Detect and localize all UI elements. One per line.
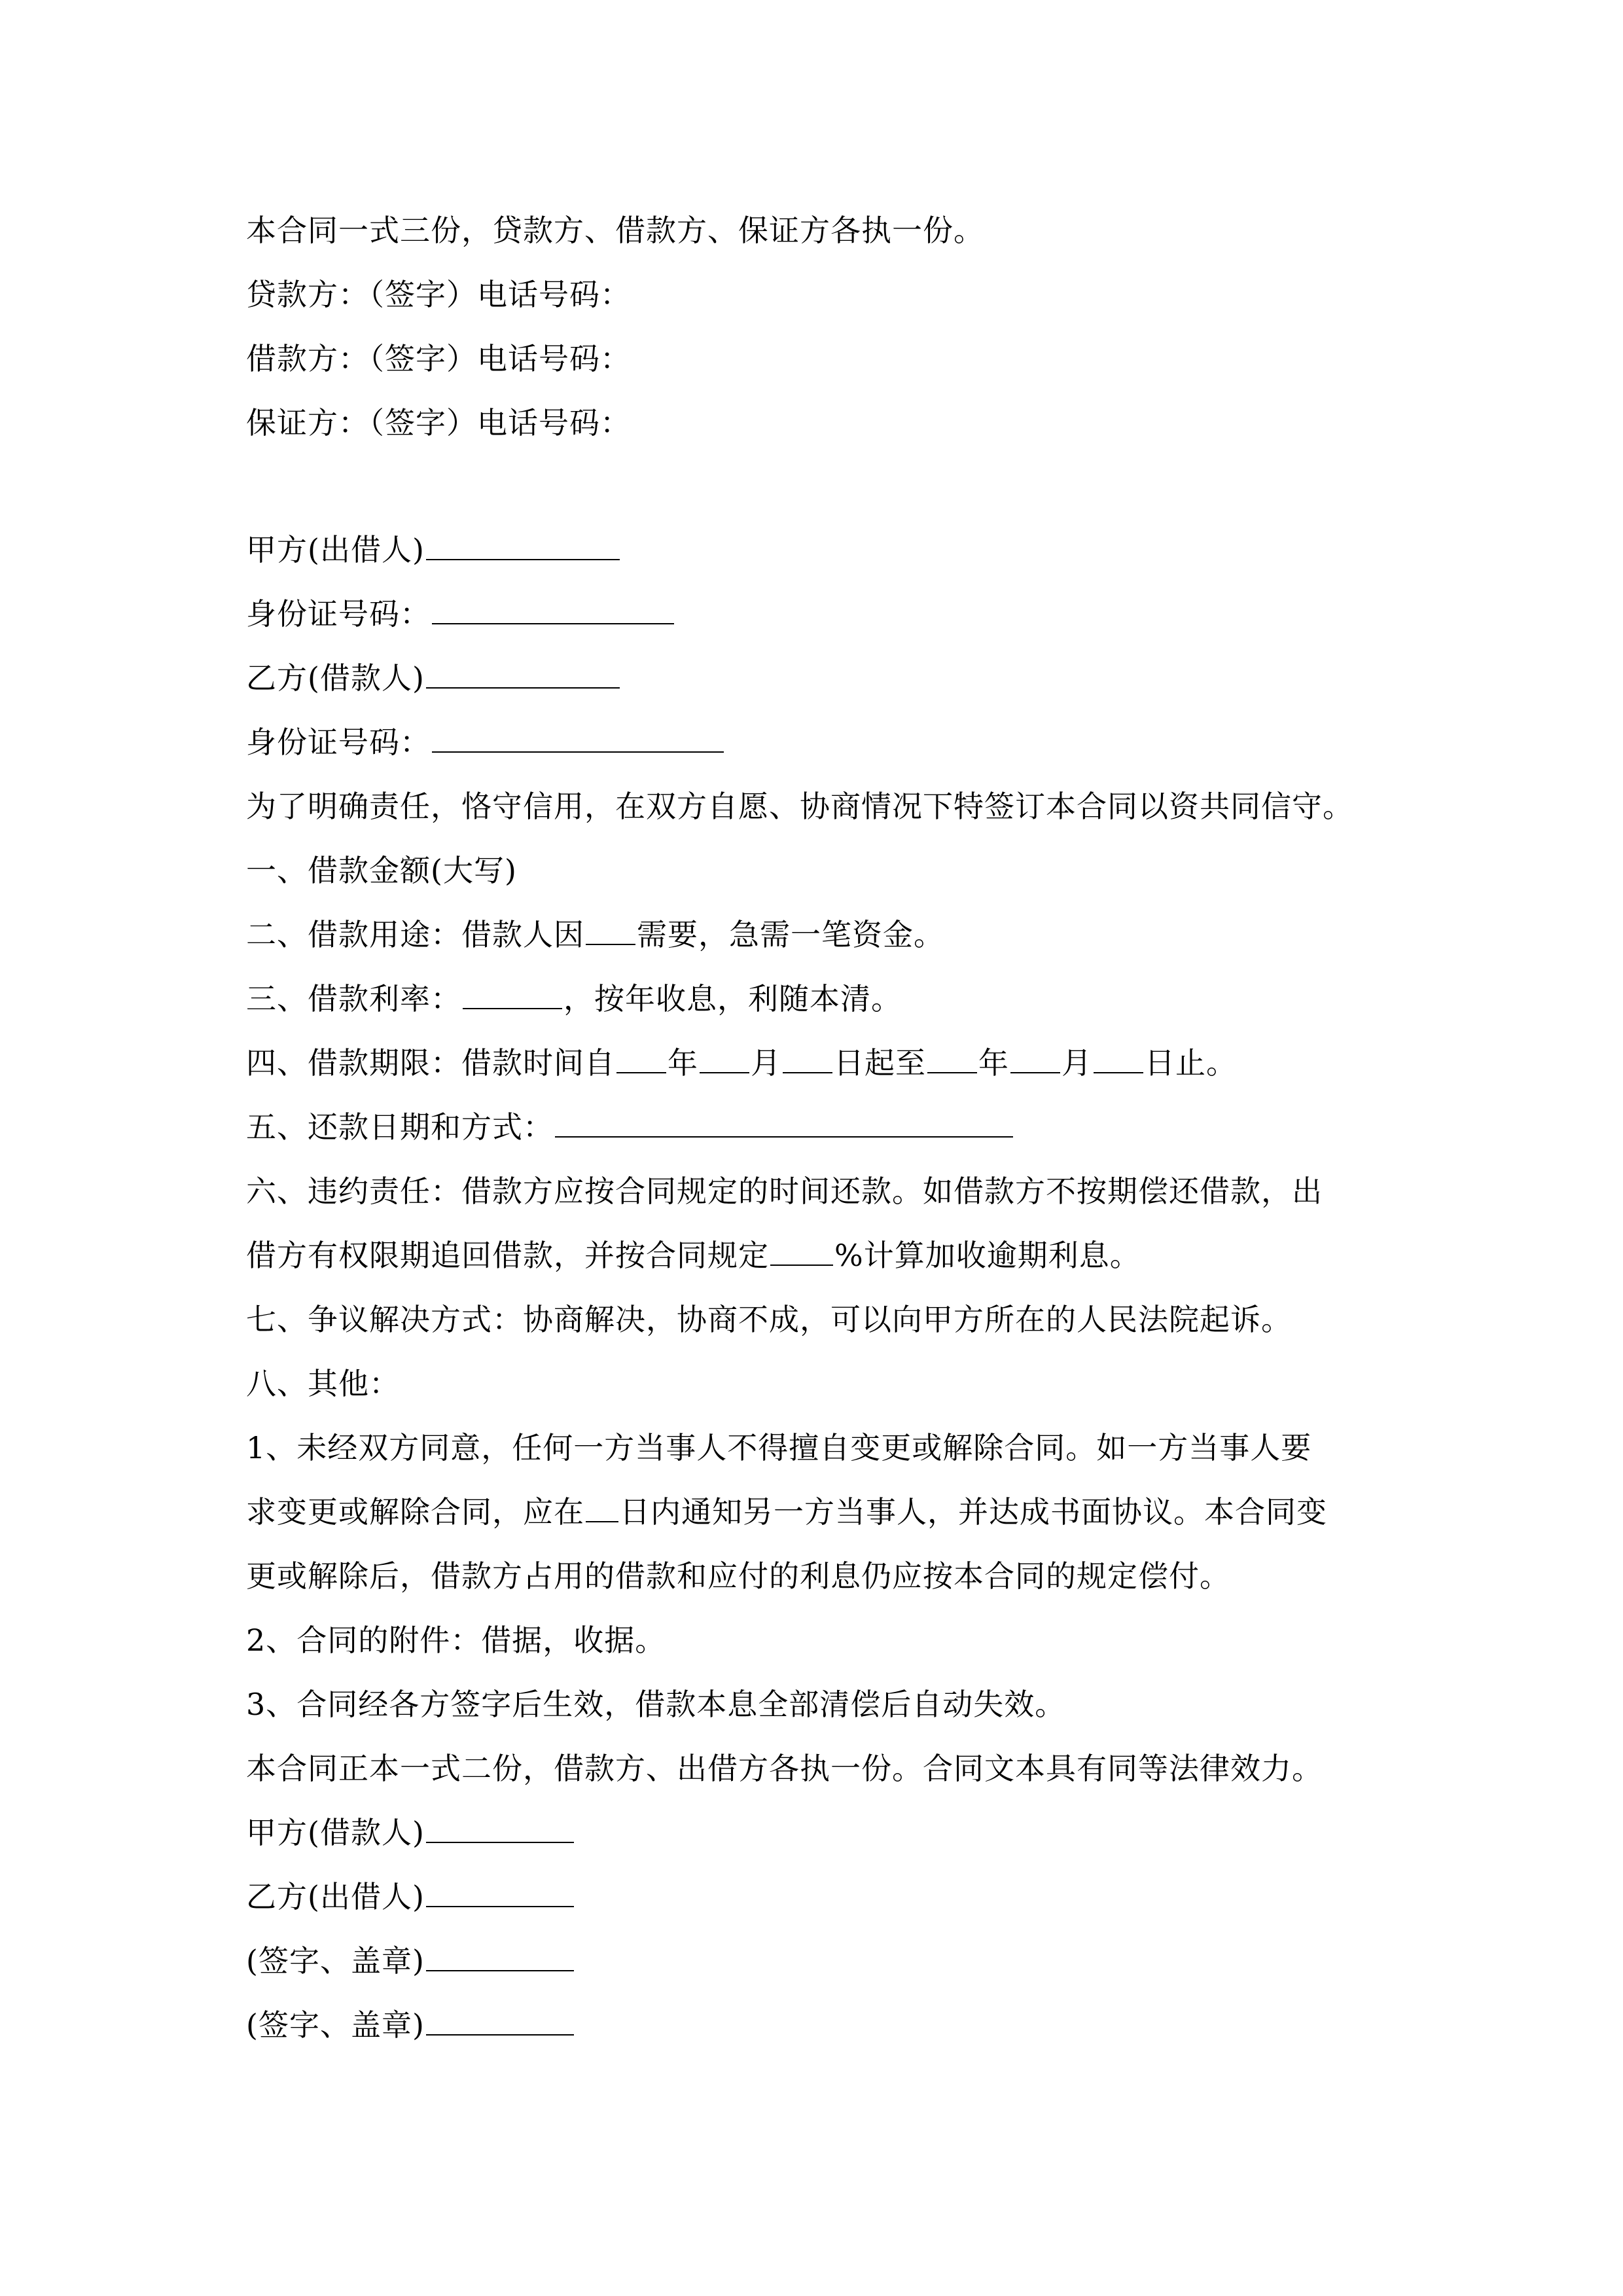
clause-4-day-from: 日起至 [834,1045,926,1081]
clause-2 [246,915,944,954]
clause-4-blank-3 [783,1046,832,1073]
clause-3 [246,979,902,1018]
clause-8-1-text-a: 求变更或解除合同，应在 [246,1494,584,1530]
clause-2-text-a: 二、借款用途：借款人因 [246,917,584,952]
clause-4-day-to: 日止。 [1145,1045,1237,1081]
clause-6-blank [770,1238,833,1266]
party-b-id-blank [432,725,724,753]
clause-4-blank-1 [616,1046,666,1073]
clause-2-blank [586,918,635,945]
clause-8: 八、其他： [246,1366,400,1401]
party-a-id-label: 身份证号码： [246,596,431,632]
clause-4-year-2: 年 [978,1045,1009,1081]
clause-8-1-line-3: 更或解除后，借款方占用的借款和应付的利息仍应按本合同的规定偿付。 [246,1558,1230,1594]
clause-4 [246,1043,1237,1083]
clause-4-text-a: 四、借款期限：借款时间自 [246,1045,615,1081]
signature-4-blank [426,2008,574,2036]
clause-4-blank-2 [700,1046,749,1073]
party-a-id-line [246,594,675,634]
borrower-signature-line: 借款方：（签字）电话号码： [246,341,631,376]
clause-8-1-line-2 [246,1492,1327,1532]
preamble: 为了明确责任，恪守信用，在双方自愿、协商情况下特签订本合同以资共同信守。 [246,789,1353,824]
copies-statement: 本合同一式三份，贷款方、借款方、保证方各执一份。 [246,213,984,248]
clause-6-line-1: 六、违约责任：借款方应按合同规定的时间还款。如借款方不按期偿还借款，出 [246,1174,1323,1209]
clause-8-1-blank [586,1495,618,1522]
clause-2-text-b: 需要，急需一笔资金。 [637,917,944,952]
clause-4-blank-6 [1094,1046,1143,1073]
party-a-blank [426,533,620,560]
clause-6-line-2 [246,1236,1141,1275]
signature-3-blank [426,1944,574,1971]
signature-1-label: 甲方(借款人) [246,1815,425,1850]
clause-5-blank [555,1110,1013,1138]
clause-6-text-a: 借方有权限期追回借款，并按合同规定 [246,1238,769,1273]
clause-8-2: 2、合同的附件：借据，收据。 [246,1623,666,1658]
signature-4-label: (签字、盖章) [246,2007,425,2043]
clause-8-1-text-b: 日内通知另一方当事人，并达成书面协议。本合同变 [620,1494,1327,1530]
clause-7: 七、争议解决方式：协商解决，协商不成，可以向甲方所在的人民法院起诉。 [246,1302,1292,1337]
clause-3-text-b: ，按年收息，利随本清。 [563,981,902,1016]
clause-5 [246,1107,1014,1147]
signature-1-blank [426,1816,574,1843]
clause-4-blank-5 [1010,1046,1060,1073]
clause-5-text: 五、还款日期和方式： [246,1109,554,1145]
party-b-id-line [246,723,725,762]
signature-3-label: (签字、盖章) [246,1943,425,1979]
signature-1 [246,1813,575,1852]
signature-3 [246,1941,575,1981]
signature-2-blank [426,1880,574,1907]
clause-4-month-1: 月 [751,1045,781,1081]
clause-4-month-2: 月 [1061,1045,1092,1081]
clause-8-3: 3、合同经各方签字后生效，借款本息全部清偿后自动失效。 [246,1687,1066,1722]
clause-8-1-line-1: 1、未经双方同意，任何一方当事人不得擅自变更或解除合同。如一方当事人要 [246,1430,1312,1465]
clause-1: 一、借款金额(大写) [246,853,517,888]
signature-2-label: 乙方(出借人) [246,1879,425,1914]
party-b-blank [426,661,620,689]
clause-4-blank-4 [927,1046,977,1073]
party-a-label: 甲方(出借人) [246,532,425,567]
signature-4 [246,2005,575,2045]
party-b-line [246,658,621,698]
closing-statement: 本合同正本一式二份，借款方、出借方各执一份。合同文本具有同等法律效力。 [246,1751,1323,1786]
lender-signature-line: 贷款方：（签字）电话号码： [246,277,631,312]
clause-4-year-1: 年 [668,1045,698,1081]
guarantor-signature-line: 保证方：（签字）电话号码： [246,405,631,440]
clause-6-text-b: %计算加收逾期利息。 [834,1238,1141,1273]
party-a-line [246,530,621,569]
party-a-id-blank [432,597,674,624]
clause-3-blank [463,982,562,1009]
party-b-label: 乙方(借款人) [246,660,425,696]
party-b-id-label: 身份证号码： [246,725,431,760]
signature-2 [246,1877,575,1916]
clause-3-text-a: 三、借款利率： [246,981,461,1016]
